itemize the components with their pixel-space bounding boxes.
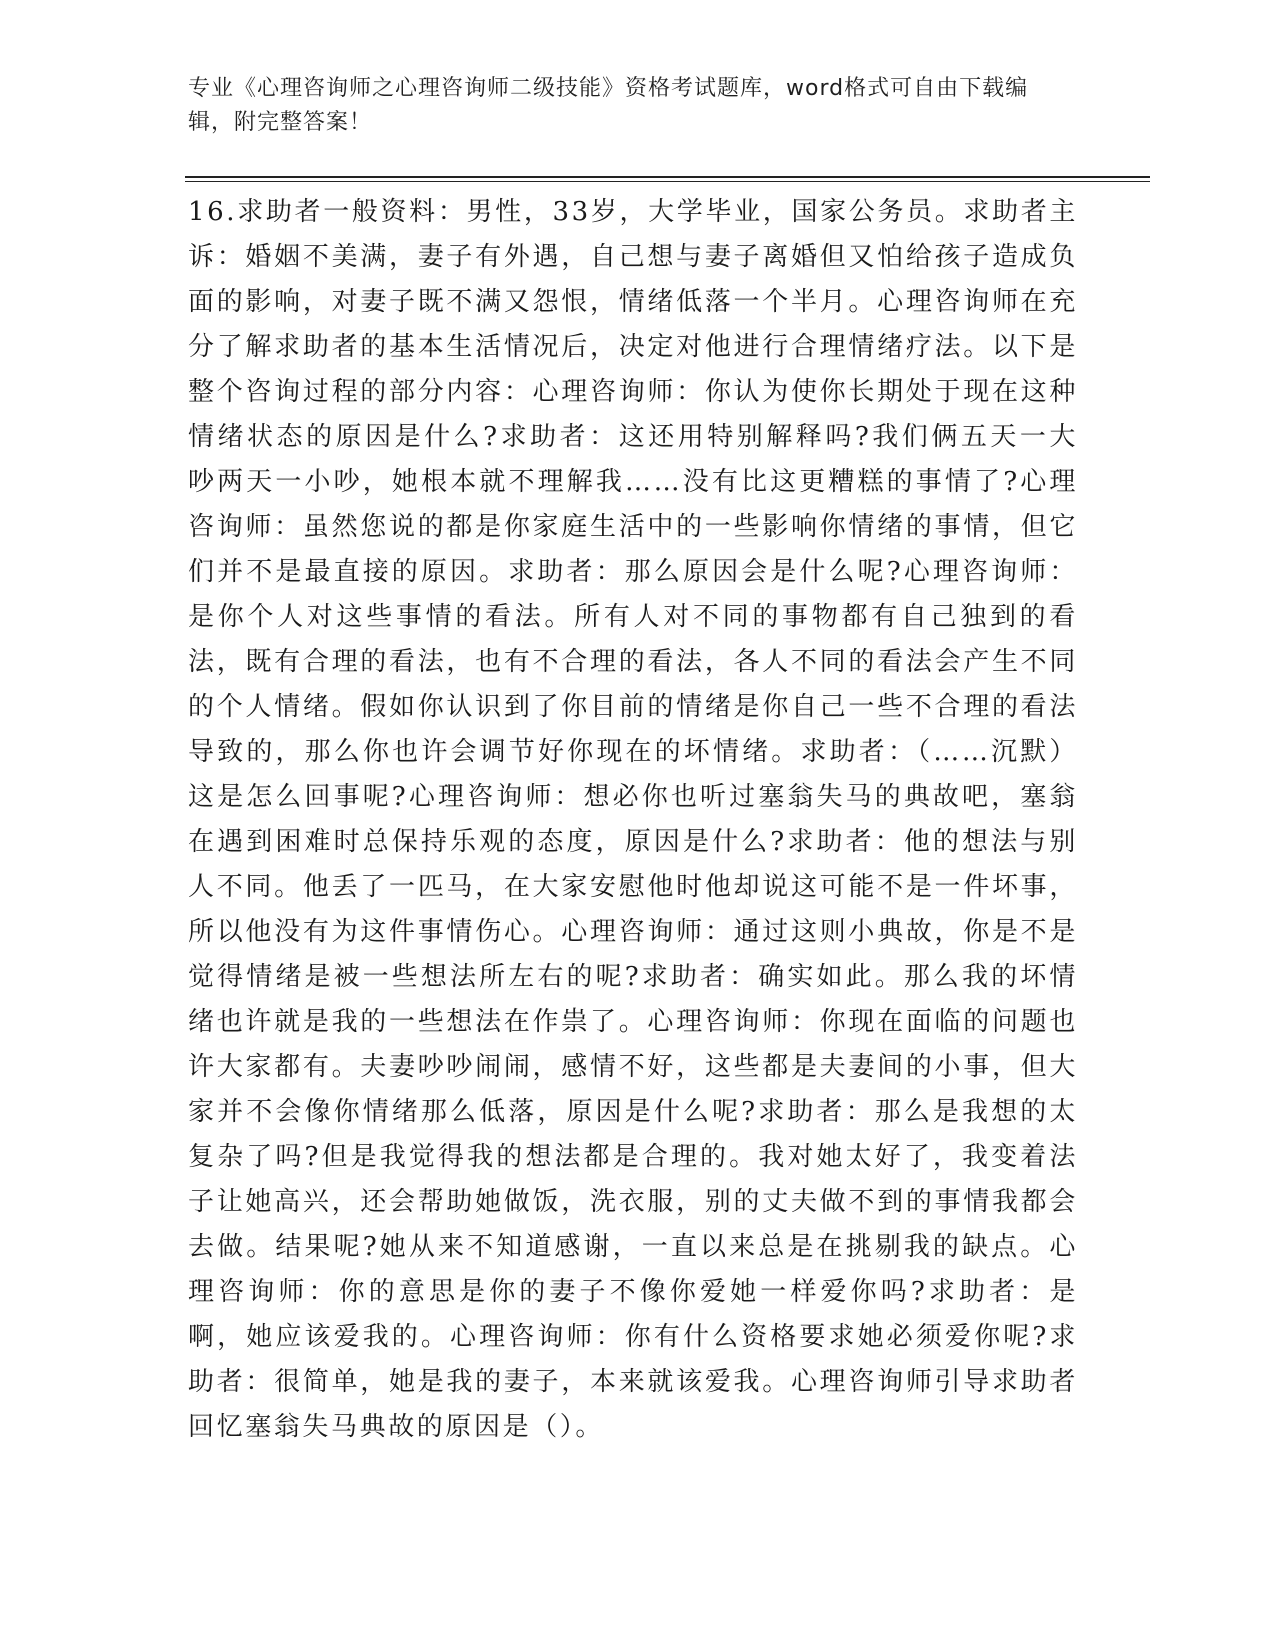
header-divider-thin: [185, 181, 1150, 182]
question-16-text: 16.求助者一般资料：男性，33岁，大学毕业，国家公务员。求助者主诉：婚姻不美满，妻子有外遇，自己想与妻子离婚但又怕给孩子造成负面的影响，对妻子既不满又怨恨，情绪低落一个半月。心理咨询师在充分了解求助者的基本生活情况后，决定对他进行合理情绪疗法。以下是整个咨询过程的部分内容：心理咨询师：你认为使你长期处于现在这种情绪状态的原因是什么?求助者：这还用特别解释吗?我们俩五天一大吵两天一小吵，她根本就不理解我……没有比这更糟糕的事情了?心理咨询师：虽然您说的都是你家庭生活中的一些影响你情绪的事情，但它们并不是最直接的原因。求助者：那么原因会是什么呢?心理咨询师：是你个人对这些事情的看法。所有人对不同的事物都有自己独到的看法，既有合理的看法，也有不合理的看法，各人不同的看法会产生不同的个人情绪。假如你认识到了你目前的情绪是你自己一些不合理的看法导致的，那么你也许会调节好你现在的坏情绪。求助者：（……沉默）这是怎么回事呢?心理咨询师：想必你也听过塞翁失马的典故吧，塞翁在遇到困难时总保持乐观的态度，原因是什么?求助者：他的想法与别人不同。他丢了一匹马，在大家安慰他时他却说这可能不是一件坏事，所以他没有为这件事情伤心。心理咨询师：通过这则小典故，你是不是觉得情绪是被一些想法所左右的呢?求助者：确实如此。那么我的坏情绪也许就是我的一些想法在作祟了。心理咨询师：你现在面临的问题也许大家都有。夫妻吵吵闹闹，感情不好，这些都是夫妻间的小事，但大家并不会像你情绪那么低落，原因是什么呢?求助者：那么是我想的太复杂了吗?但是我觉得我的想法都是合理的。我对她太好了，我变着法子让她高兴，还会帮助她做饭，洗衣服，别的丈夫做不到的事情我都会去做。结果呢?她从来不知道感谢，一直以来总是在挑剔我的缺点。心理咨询师：你的意思是你的妻子不像你爱她一样爱你吗?求助者：是啊，她应该爱我的。心理咨询师：你有什么资格要求她必须爱你呢?求助者：很简单，她是我的妻子，本来就该爱我。心理咨询师引导求助者回忆塞翁失马典故的原因是（）。: [188, 197, 1078, 1442]
header-divider-thick: [185, 176, 1150, 178]
page-header: 专业《心理咨询师之心理咨询师二级技能》资格考试题库，word格式可自由下载编辑，附完整答案！: [188, 76, 1029, 135]
